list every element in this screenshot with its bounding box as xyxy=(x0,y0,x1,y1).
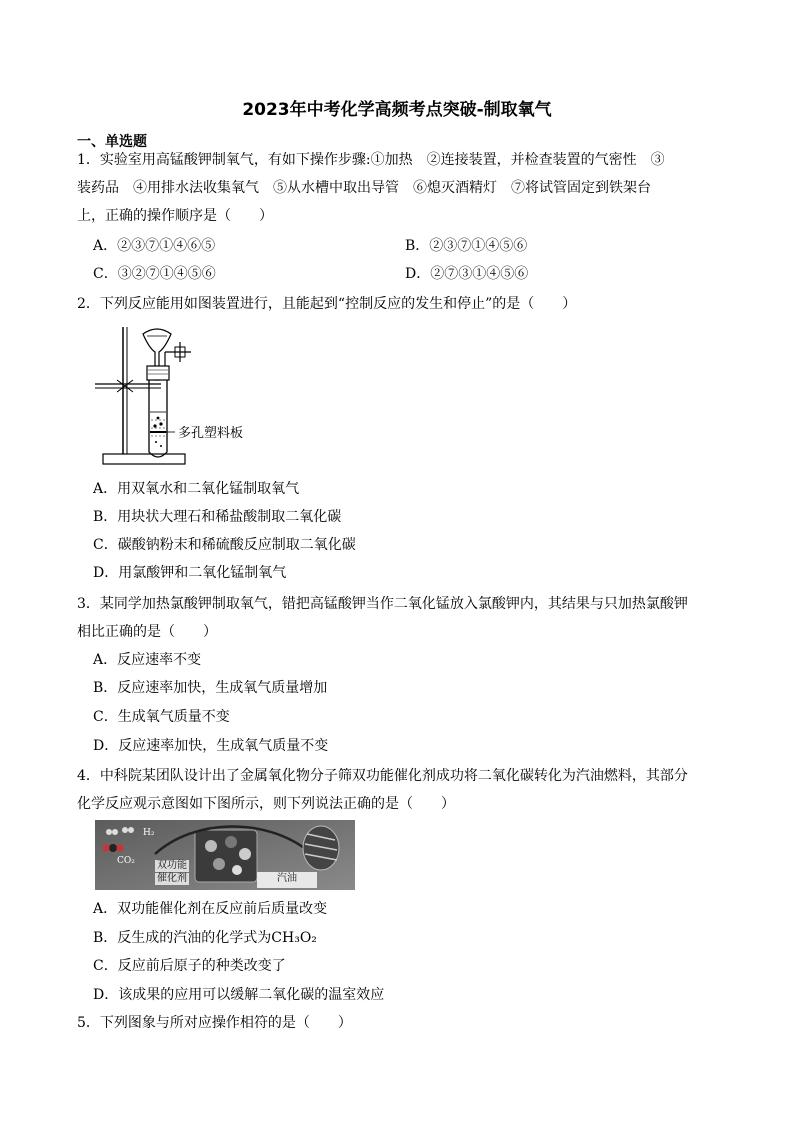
option-a: A．双功能催化剂在反应前后质量改变 xyxy=(93,901,328,917)
option-a: A．反应速率不变 xyxy=(93,652,202,668)
option-c: C．碳酸钠粉末和稀硫酸反应制取二氧化碳 xyxy=(93,537,356,553)
option-b: B．反应速率加快，生成氧气质量增加 xyxy=(93,680,328,696)
option-b: B．②③⑦①④⑤⑥ xyxy=(405,238,528,254)
option-a: A．用双氧水和二氧化锰制取氧气 xyxy=(93,481,300,497)
page-title: 2023年中考化学高频考点突破-制取氧气 xyxy=(242,100,552,120)
question-4-line-1: 4．中科院某团队设计出了金属氧化物分子筛双功能催化剂成功将二氧化碳转化为汽油燃料，其部分 xyxy=(77,768,688,784)
question-1-line-3: 上，正确的操作顺序是（ ） xyxy=(77,208,273,224)
option-c: C．生成氧气质量不变 xyxy=(93,709,230,725)
label-h2: H₂ xyxy=(143,828,155,838)
question-1-line-2: 装药品 ④用排水法收集氧气 ⑤从水槽中取出导管 ⑥熄灭酒精灯 ⑦将试管固定到铁架台 xyxy=(77,180,651,196)
question-1-line-1: 1．实验室用高锰酸钾制氧气，有如下操作步骤:①加热 ②连接装置，并检查装置的气密性 ③ xyxy=(77,152,665,168)
label-co2: CO₂ xyxy=(117,856,135,866)
apparatus-diagram xyxy=(95,322,295,470)
label-catalyst-2: 催化剂 xyxy=(157,873,187,884)
question-4-line-2: 化学反应观示意图如下图所示，则下列说法正确的是（ ） xyxy=(77,796,455,812)
option-d: D．用氯酸钾和二氧化锰制氧气 xyxy=(93,565,287,581)
option-d: D．该成果的应用可以缓解二氧化碳的温室效应 xyxy=(93,987,385,1003)
option-b-formula: CH₃O₂ xyxy=(271,930,317,946)
question-3-line-2: 相比正确的是（ ） xyxy=(77,624,217,640)
question-3-line-1: 3．某同学加热氯酸钾制取氧气，错把高锰酸钾当作二氧化锰放入氯酸钾内，其结果与只加热氯酸钾 xyxy=(77,596,688,612)
question-5-line-1: 5．下列图象与所对应操作相符的是（ ） xyxy=(77,1015,352,1031)
option-d: D．反应速率加快，生成氧气质量不变 xyxy=(93,738,329,754)
label-catalyst-1: 双功能 xyxy=(157,860,187,871)
option-a: A．②③⑦①④⑥⑤ xyxy=(93,238,216,254)
section-heading: 一、单选题 xyxy=(77,134,147,150)
option-d: D．②⑦③①④⑤⑥ xyxy=(405,266,529,282)
option-c: C．反应前后原子的种类改变了 xyxy=(93,958,286,974)
label-gasoline: 汽油 xyxy=(277,873,297,884)
figure-label-plate: 多孔塑料板 xyxy=(178,426,244,441)
option-b-text: B．反生成的汽油的化学式为 xyxy=(93,930,272,946)
question-2-line-1: 2．下列反应能用如图装置进行，且能起到“控制反应的发生和停止”的是（ ） xyxy=(77,296,577,312)
reaction-photo xyxy=(95,820,355,890)
option-b: B．用块状大理石和稀盐酸制取二氧化碳 xyxy=(93,509,342,525)
option-c: C．③②⑦①④⑤⑥ xyxy=(93,266,216,282)
option-b xyxy=(93,928,317,948)
